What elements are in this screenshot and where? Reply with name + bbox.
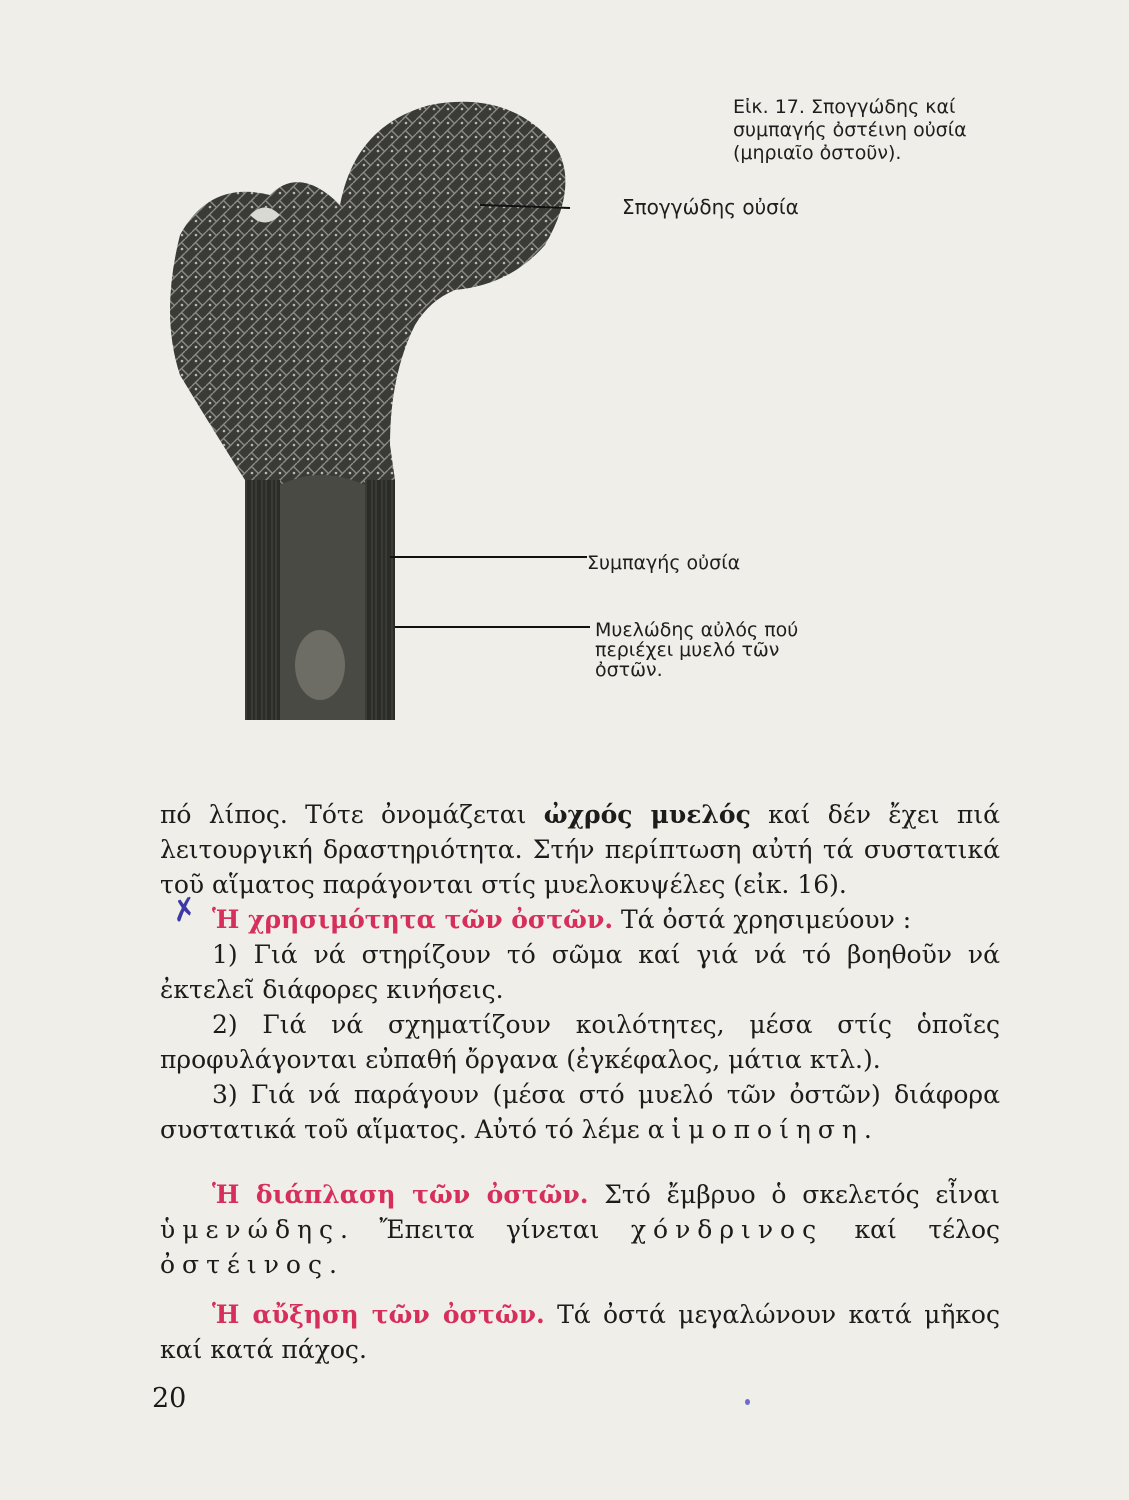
section-bone-formation: Ἡ διάπλαση τῶν ὀστῶν. Στό ἔμβρυο ὁ σκελετός εἶναι ὑμενώδης. Ἔπειτα γίνεται χόνδρινος καί τέλος ὀστέινος. [160,1180,1000,1279]
list-item-use-3: 3) Γιά νά παράγουν (μέσα στό μυελό τῶν ὀστῶν) διάφορα συστατικά τοῦ αἵματος. Αὐτό τό λέμε αἱμοποίηση. [160,1080,1000,1144]
handwritten-x-mark: ✗ [168,890,201,931]
label-medullary-cavity: Μυελώδης αὐλός πού περιέχει μυελό τῶν ὀστῶν. [595,619,799,681]
compact-bone-shaft [245,480,280,720]
term-yellow-marrow: ὠχρός μυελός [543,800,751,829]
section-bone-growth: Ἡ αὔξηση τῶν ὀστῶν. Τά ὀστά μεγαλώνουν κατά μῆκος καί κατά πάχος. [160,1300,1000,1364]
figure-caption: Εἰκ. 17. Σπογγώδης καί συμπαγής ὀστέινη οὐσία (μηριαῖο ὀστοῦν). [733,96,967,164]
list-item-use-1: 1) Γιά νά στηρίζουν τό σῶμα καί γιά νά τό βοηθοῦν νά ἐκτελεῖ διάφορες κινήσεις. [160,940,1000,1004]
femur-section-illustration [150,85,590,725]
label-spongy-substance: Σπογγώδης οὐσία [622,195,799,219]
page-number: 20 [152,1383,187,1414]
paragraph-yellow-marrow: πό λίπος. Τότε ὀνομάζεται ὠχρός μυελός καί δέν ἔχει πιά λειτουργική δραστηριότητα. Στήν περίπτωση αὐτή τά συστατικά τοῦ αἵματος παράγονται στίς μυελοκυψέλες (εἰκ. 16). [160,800,1000,899]
heading-bone-formation: Ἡ διάπλαση τῶν ὀστῶν. [212,1180,589,1209]
heading-bone-growth: Ἡ αὔξηση τῶν ὀστῶν. [212,1300,545,1329]
section-bone-uses: Ἡ χρησιμότητα τῶν ὀστῶν. Τά ὀστά χρησιμεύουν : 1) Γιά νά στηρίζουν τό σῶμα καί γιά νά τό βοηθοῦν νά ἐκτελεῖ διάφορες κινήσεις. 2) Γιά νά σχηματίζουν κοιλότητες, μέσα στίς ὁποῖες προφυλάγονται εὐπαθή ὄργανα (ἐγκέφαλος, μάτια κτλ.). 3) Γιά νά παράγουν (μέσα στό μυελό τῶν ὀστῶν) διάφορα συστατικά τοῦ αἵματος. Αὐτό τό λέμε αἱμοποίηση. [160,902,1000,1147]
ink-dot [745,1399,750,1405]
heading-bone-uses: Ἡ χρησιμότητα τῶν ὀστῶν. [212,905,614,934]
label-compact-substance: Συμπαγής οὐσία [587,552,741,574]
list-item-use-2: 2) Γιά νά σχηματίζουν κοιλότητες, μέσα στίς ὁποῖες προφυλάγονται εὐπαθή ὄργανα (ἐγκέφαλος, μάτια κτλ.). [160,1010,1000,1074]
